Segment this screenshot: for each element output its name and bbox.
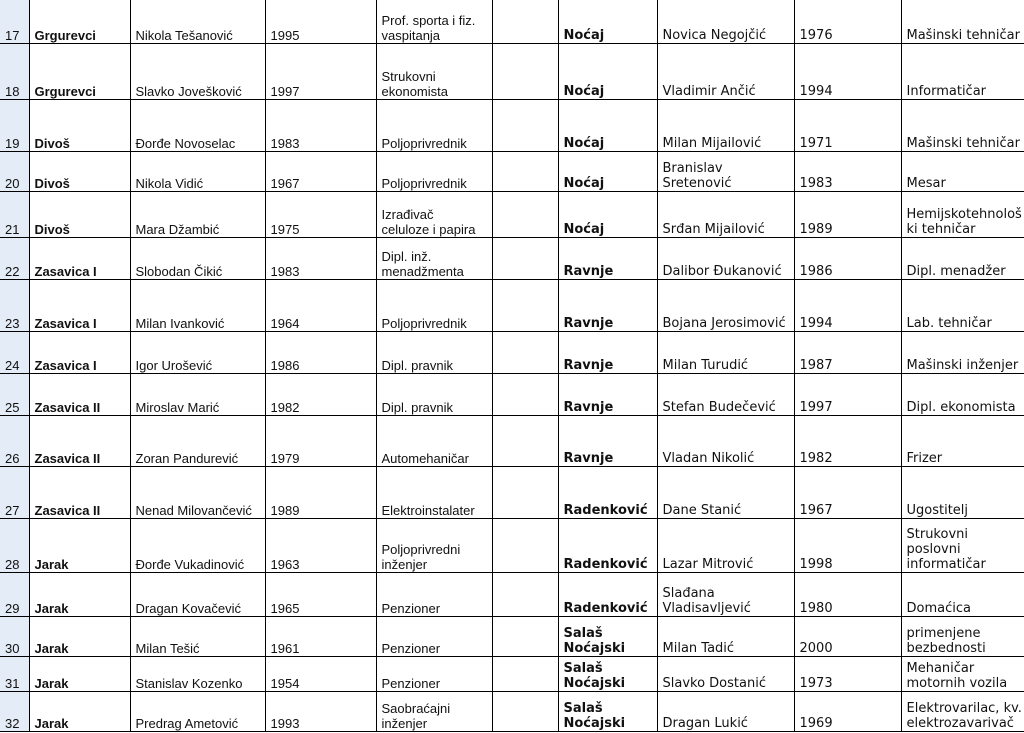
cell-year[interactable]: 1963 <box>265 518 376 572</box>
cell-name[interactable]: Lazar Mitrović <box>657 518 794 572</box>
cell-empty[interactable] <box>492 279 558 331</box>
table-row <box>0 43 1024 99</box>
row-header[interactable]: 23 <box>0 279 29 331</box>
cell-name[interactable]: Predrag Ametović <box>130 691 265 731</box>
cell-place[interactable]: Jarak <box>29 691 130 731</box>
cell-occupation[interactable]: Poljoprivrednik <box>376 279 492 331</box>
row-header[interactable]: 20 <box>0 151 29 191</box>
cell-occupation[interactable]: Informatičar <box>901 43 1024 99</box>
cell-name[interactable]: Milan Mijailović <box>657 99 794 151</box>
cell-occupation[interactable]: Elektrovarilac, kv. elektrozavarivač <box>901 691 1024 731</box>
table-row <box>0 191 1024 237</box>
cell-place[interactable]: Noćaj <box>558 191 657 237</box>
cell-year[interactable]: 1983 <box>265 237 376 279</box>
row-header[interactable]: 21 <box>0 191 29 237</box>
table-row <box>0 99 1024 151</box>
cell-year[interactable]: 1987 <box>794 331 901 373</box>
cell-place[interactable]: Ravnje <box>558 373 657 415</box>
row-header[interactable]: 27 <box>0 466 29 518</box>
cell-empty[interactable] <box>492 43 558 99</box>
cell-occupation[interactable]: Ugostitelj <box>901 466 1024 518</box>
table-row <box>0 0 1024 43</box>
cell-year[interactable]: 1997 <box>794 373 901 415</box>
cell-year[interactable]: 1994 <box>794 279 901 331</box>
cell-occupation[interactable]: Mašinski inženjer <box>901 331 1024 373</box>
cell-name[interactable]: Bojana Jerosimović <box>657 279 794 331</box>
cell-place[interactable]: Zasavica I <box>29 237 130 279</box>
cell-place[interactable]: Divoš <box>29 151 130 191</box>
row-header[interactable]: 18 <box>0 43 29 99</box>
cell-empty[interactable] <box>492 415 558 466</box>
cell-name[interactable]: Slađana Vladisavljević <box>657 572 794 616</box>
row-header[interactable]: 26 <box>0 415 29 466</box>
cell-place[interactable]: Jarak <box>29 572 130 616</box>
cell-occupation[interactable]: Saobraćajni inženjer <box>376 691 492 731</box>
cell-occupation[interactable]: Automehaničar <box>376 415 492 466</box>
cell-year[interactable]: 2000 <box>794 616 901 656</box>
cell-name[interactable]: Vladan Nikolić <box>657 415 794 466</box>
cell-year[interactable]: 1982 <box>265 373 376 415</box>
row-header[interactable]: 19 <box>0 99 29 151</box>
cell-occupation[interactable]: Dipl. inž. menadžmenta <box>376 237 492 279</box>
cell-occupation[interactable]: Mehaničar motornih vozila <box>901 656 1024 691</box>
cell-empty[interactable] <box>492 373 558 415</box>
cell-name[interactable]: Igor Urošević <box>130 331 265 373</box>
cell-empty[interactable] <box>492 191 558 237</box>
cell-place[interactable]: Jarak <box>29 616 130 656</box>
cell-empty[interactable] <box>492 151 558 191</box>
cell-empty[interactable] <box>492 616 558 656</box>
cell-place[interactable]: Noćaj <box>558 151 657 191</box>
row-header[interactable]: 29 <box>0 572 29 616</box>
row-header[interactable]: 22 <box>0 237 29 279</box>
row-header[interactable]: 17 <box>0 0 29 43</box>
cell-occupation[interactable]: Poljoprivredni inženjer <box>376 518 492 572</box>
cell-year[interactable]: 1969 <box>794 691 901 731</box>
cell-place[interactable]: Zasavica II <box>29 415 130 466</box>
cell-place[interactable]: Divoš <box>29 99 130 151</box>
cell-occupation[interactable]: Mašinski tehničar <box>901 0 1024 43</box>
cell-year[interactable]: 1997 <box>265 43 376 99</box>
cell-year[interactable]: 1973 <box>794 656 901 691</box>
cell-occupation[interactable]: Dipl. pravnik <box>376 331 492 373</box>
cell-year[interactable]: 1986 <box>265 331 376 373</box>
cell-occupation[interactable]: Penzioner <box>376 616 492 656</box>
cell-year[interactable]: 1971 <box>794 99 901 151</box>
cell-name[interactable]: Milan Tešić <box>130 616 265 656</box>
cell-place[interactable]: Grgurevci <box>29 43 130 99</box>
cell-name[interactable]: Nikola Tešanović <box>130 0 265 43</box>
cell-occupation[interactable]: Izrađivač celuloze i papira <box>376 191 492 237</box>
cell-empty[interactable] <box>492 691 558 731</box>
cell-year[interactable]: 1983 <box>794 151 901 191</box>
cell-year[interactable]: 1967 <box>265 151 376 191</box>
cell-year[interactable]: 1975 <box>265 191 376 237</box>
table-row <box>0 572 1024 616</box>
cell-place[interactable]: Noćaj <box>558 43 657 99</box>
cell-name[interactable]: Slavko Jovešković <box>130 43 265 99</box>
row-header[interactable]: 32 <box>0 691 29 731</box>
cell-year[interactable]: 1994 <box>794 43 901 99</box>
cell-empty[interactable] <box>492 518 558 572</box>
cell-place[interactable]: Zasavica II <box>29 373 130 415</box>
cell-name[interactable]: Dragan Kovačević <box>130 572 265 616</box>
cell-year[interactable]: 1964 <box>265 279 376 331</box>
cell-occupation[interactable]: Dipl. menadžer <box>901 237 1024 279</box>
cell-name[interactable]: Slavko Dostanić <box>657 656 794 691</box>
cell-occupation[interactable]: Dipl. pravnik <box>376 373 492 415</box>
cell-name[interactable]: Milan Ivanković <box>130 279 265 331</box>
cell-year[interactable]: 1980 <box>794 572 901 616</box>
cell-empty[interactable] <box>492 99 558 151</box>
cell-name[interactable]: Nenad Milovančević <box>130 466 265 518</box>
cell-occupation[interactable]: Hemijskotehnološ ki tehničar <box>901 191 1024 237</box>
cell-place[interactable]: Salaš Noćajski <box>558 616 657 656</box>
cell-occupation[interactable]: Penzioner <box>376 572 492 616</box>
cell-occupation[interactable]: Domaćica <box>901 572 1024 616</box>
cell-empty[interactable] <box>492 572 558 616</box>
cell-occupation[interactable]: Poljoprivrednik <box>376 99 492 151</box>
cell-name[interactable]: Nikola Vidić <box>130 151 265 191</box>
cell-occupation[interactable]: Penzioner <box>376 656 492 691</box>
cell-year[interactable]: 1993 <box>265 691 376 731</box>
cell-place[interactable]: Salaš Noćajski <box>558 656 657 691</box>
cell-year[interactable]: 1967 <box>794 466 901 518</box>
table-row <box>0 373 1024 415</box>
cell-place[interactable]: Ravnje <box>558 279 657 331</box>
cell-year[interactable]: 1954 <box>265 656 376 691</box>
cell-name[interactable]: Dragan Lukić <box>657 691 794 731</box>
cell-occupation[interactable]: Prof. sporta i fiz. vaspitanja <box>376 0 492 43</box>
cell-place[interactable]: Grgurevci <box>29 0 130 43</box>
cell-name[interactable]: Stefan Budečević <box>657 373 794 415</box>
cell-year[interactable]: 1983 <box>265 99 376 151</box>
cell-name[interactable]: Dalibor Đukanović <box>657 237 794 279</box>
cell-empty[interactable] <box>492 0 558 43</box>
cell-occupation[interactable]: Strukovni ekonomista <box>376 43 492 99</box>
table-row <box>0 518 1024 572</box>
cell-occupation[interactable]: Mašinski tehničar <box>901 99 1024 151</box>
cell-place[interactable]: Radenković <box>558 518 657 572</box>
cell-occupation[interactable]: Mesar <box>901 151 1024 191</box>
cell-year[interactable]: 1976 <box>794 0 901 43</box>
cell-place[interactable]: Radenković <box>558 572 657 616</box>
cell-occupation[interactable]: Frizer <box>901 415 1024 466</box>
cell-name[interactable]: Đorđe Novoselac <box>130 99 265 151</box>
cell-occupation[interactable]: primenjene bezbednosti <box>901 616 1024 656</box>
cell-occupation[interactable]: Strukovni poslovni informatičar <box>901 518 1024 572</box>
cell-name[interactable]: Dane Stanić <box>657 466 794 518</box>
cell-place[interactable]: Radenković <box>558 466 657 518</box>
cell-place[interactable]: Noćaj <box>558 99 657 151</box>
cell-name[interactable]: Mara Džambić <box>130 191 265 237</box>
cell-year[interactable]: 1998 <box>794 518 901 572</box>
cell-year[interactable]: 1986 <box>794 237 901 279</box>
cell-occupation[interactable]: Poljoprivrednik <box>376 151 492 191</box>
cell-occupation[interactable]: Dipl. ekonomista <box>901 373 1024 415</box>
cell-place[interactable]: Divoš <box>29 191 130 237</box>
cell-name[interactable]: Novica Negojčić <box>657 0 794 43</box>
cell-name[interactable]: Đorđe Vukadinović <box>130 518 265 572</box>
cell-name[interactable]: Milan Turudić <box>657 331 794 373</box>
cell-occupation[interactable]: Lab. tehničar <box>901 279 1024 331</box>
cell-place[interactable]: Zasavica I <box>29 279 130 331</box>
table-row <box>0 151 1024 191</box>
cell-year[interactable]: 1989 <box>794 191 901 237</box>
table-row <box>0 656 1024 691</box>
cell-name[interactable]: Vladimir Ančić <box>657 43 794 99</box>
row-header[interactable]: 24 <box>0 331 29 373</box>
table-row <box>0 237 1024 279</box>
cell-place[interactable]: Zasavica I <box>29 331 130 373</box>
cell-place[interactable]: Salaš Noćajski <box>558 691 657 731</box>
cell-empty[interactable] <box>492 466 558 518</box>
cell-year[interactable]: 1995 <box>265 0 376 43</box>
cell-place[interactable]: Ravnje <box>558 237 657 279</box>
table-row <box>0 466 1024 518</box>
cell-name[interactable]: Branislav Sretenović <box>657 151 794 191</box>
cell-place[interactable]: Jarak <box>29 518 130 572</box>
row-header[interactable]: 28 <box>0 518 29 572</box>
cell-place[interactable]: Ravnje <box>558 331 657 373</box>
cell-place[interactable]: Jarak <box>29 656 130 691</box>
cell-year[interactable]: 1961 <box>265 616 376 656</box>
cell-name[interactable]: Zoran Pandurević <box>130 415 265 466</box>
table-row <box>0 691 1024 731</box>
cell-name[interactable]: Miroslav Marić <box>130 373 265 415</box>
table-row <box>0 331 1024 373</box>
cell-name[interactable]: Stanislav Kozenko <box>130 656 265 691</box>
cell-place[interactable]: Ravnje <box>558 415 657 466</box>
table-row <box>0 616 1024 656</box>
table-row <box>0 279 1024 331</box>
cell-year[interactable]: 1965 <box>265 572 376 616</box>
cell-empty[interactable] <box>492 331 558 373</box>
cell-name[interactable]: Milan Tadić <box>657 616 794 656</box>
row-header[interactable]: 31 <box>0 656 29 691</box>
row-header[interactable]: 25 <box>0 373 29 415</box>
row-header[interactable]: 30 <box>0 616 29 656</box>
cell-year[interactable]: 1982 <box>794 415 901 466</box>
cell-empty[interactable] <box>492 237 558 279</box>
cell-name[interactable]: Slobodan Čikić <box>130 237 265 279</box>
cell-year[interactable]: 1979 <box>265 415 376 466</box>
cell-name[interactable]: Srđan Mijailović <box>657 191 794 237</box>
table-row <box>0 415 1024 466</box>
cell-empty[interactable] <box>492 656 558 691</box>
cell-place[interactable]: Zasavica II <box>29 466 130 518</box>
cell-place[interactable]: Noćaj <box>558 0 657 43</box>
cell-occupation[interactable]: Elektroinstalater <box>376 466 492 518</box>
cell-year[interactable]: 1989 <box>265 466 376 518</box>
